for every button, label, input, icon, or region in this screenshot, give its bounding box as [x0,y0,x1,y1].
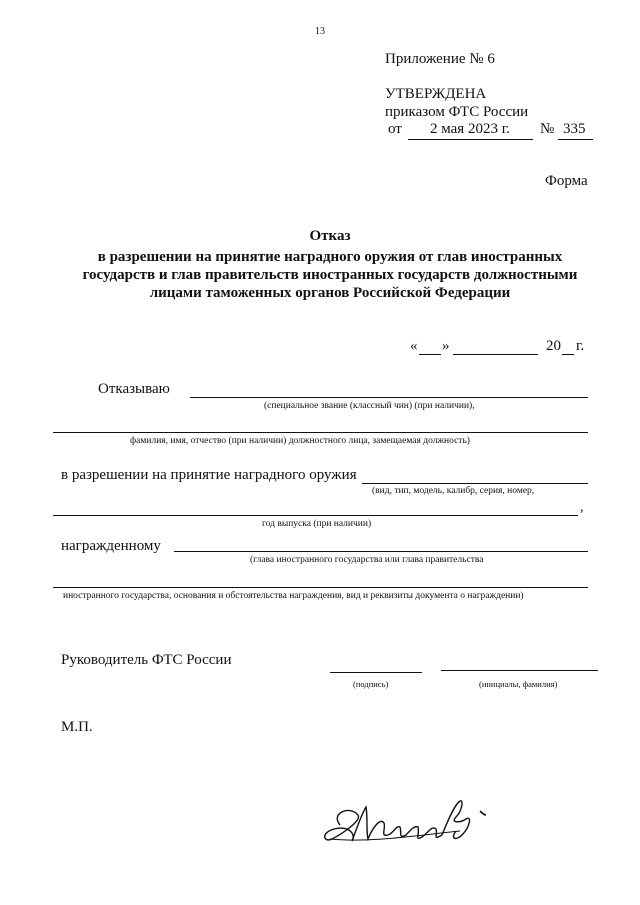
head-position: Руководитель ФТС России [61,652,232,668]
approved-number-label: № [540,121,555,137]
comma-mark: , [580,500,584,515]
signature-blank[interactable] [330,672,422,673]
signature-hint: (подпись) [353,679,389,689]
year-issue-hint: год выпуска (при наличии) [262,519,372,529]
approved-from-label: от [388,121,402,137]
title-line-2: государств и глав правительств иностранных государств должностными [82,267,578,283]
rank-blank[interactable] [190,397,588,398]
seal-label: М.П. [61,719,93,735]
year-issue-blank[interactable] [53,515,578,516]
approved-by: приказом ФТС России [385,104,529,120]
refuse-label: Отказываю [98,381,170,397]
title-line-1: в разрешении на принятие наградного оружия от глав иностранных [97,249,563,265]
weapon-hint: (вид, тип, модель, калибр, серия, номер, [372,486,535,496]
year-suffix: г. [576,338,585,354]
reasons-blank[interactable] [53,587,588,588]
rank-hint: (специальное звание (классный чин) (при наличии), [264,401,475,411]
name-blank[interactable] [53,432,588,433]
number-underline [558,139,593,140]
appendix-label: Приложение № 6 [385,51,495,67]
month-blank[interactable] [453,354,538,355]
weapon-blank[interactable] [362,483,588,484]
date-underline [408,139,533,140]
name-hint: фамилия, имя, отчество (при наличии) должностного лица, замещаемая должность) [130,436,470,446]
approved-number: 335 [563,121,586,137]
initials-blank[interactable] [441,670,598,671]
head-blank[interactable] [174,551,588,552]
approved-label: УТВЕРЖДЕНА [385,86,487,102]
approved-date: 2 мая 2023 г. [430,121,510,137]
title-line-3: лицами таможенных органов Российской Федерации [149,285,511,301]
initials-hint: (инициалы, фамилия) [479,679,558,689]
page-number: 13 [315,26,325,37]
year-blank[interactable] [562,354,574,355]
permission-label: в разрешении на принятие наградного оружия [61,467,357,483]
form-label: Форма [545,173,588,189]
handwritten-signature [310,795,510,855]
date-close-quote: » [442,338,450,354]
head-hint: (глава иностранного государства или глава правительства [250,555,484,565]
day-blank[interactable] [419,354,441,355]
reasons-hint: иностранного государства, основания и обстоятельства награждения, вид и реквизиты документа о награждении) [63,591,524,601]
document-title: Отказ [309,228,351,244]
date-open-quote: « [410,338,418,354]
year-prefix: 20 [546,338,561,354]
awarded-label: награжденному [61,538,161,554]
